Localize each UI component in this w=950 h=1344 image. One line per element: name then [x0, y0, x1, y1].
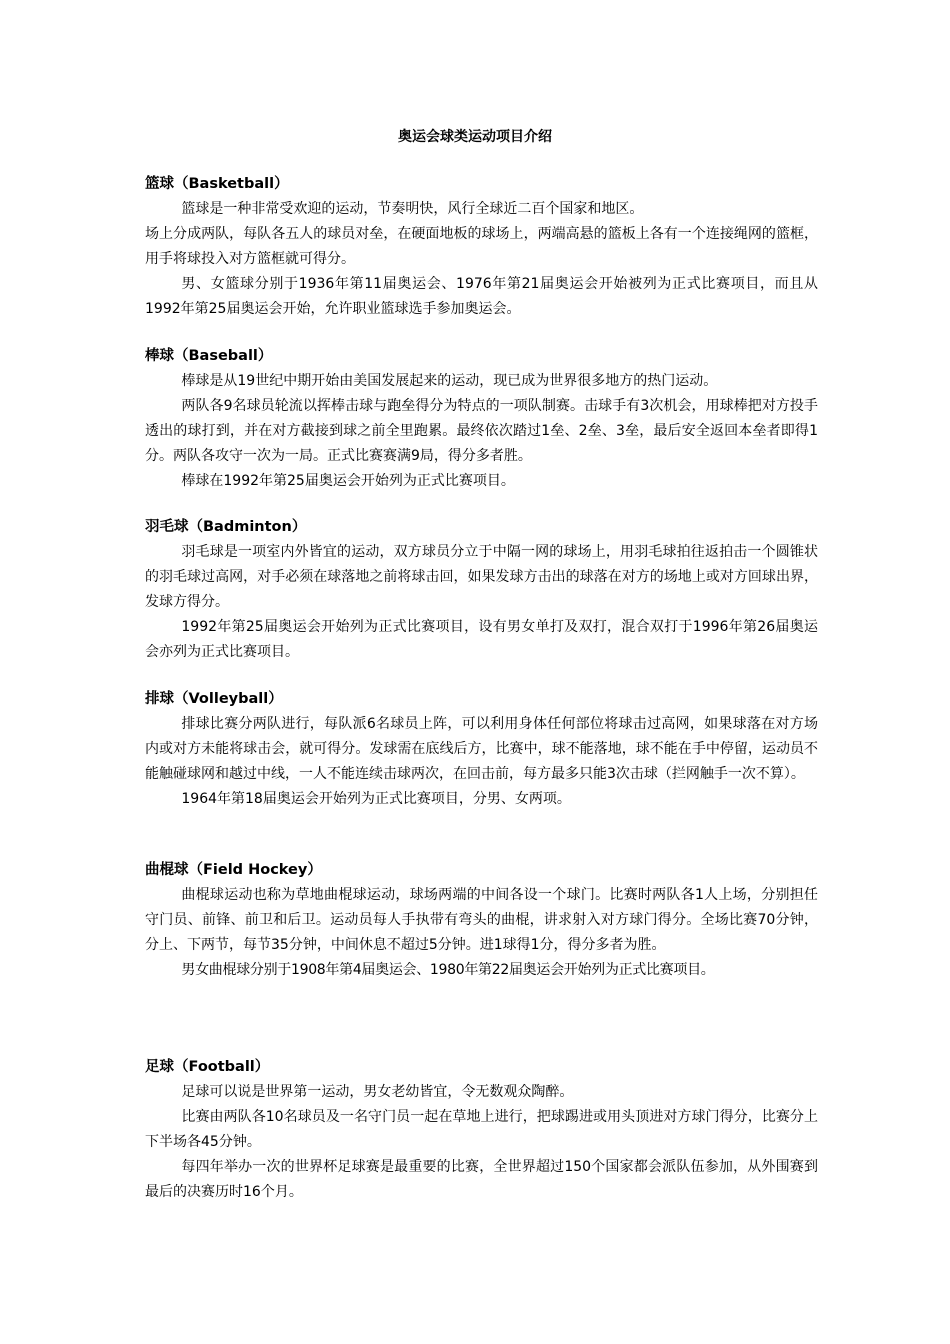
paragraph: 场上分成两队，每队各五人的球员对垒，在硬面地板的球场上，两端高悬的篮板上各有一个连接绳网的篮框，用手将球投入对方篮框就可得分。 [145, 226, 818, 267]
section-volleyball [145, 686, 818, 812]
paragraph: 男女曲棍球分别于1908年第4届奥运会、1980年第22届奥运会开始列为正式比赛项目。 [181, 962, 715, 978]
paragraph: 每四年举办一次的世界杯足球赛是最重要的比赛，全世界超过150个国家都会派队伍参加，从外围赛到最后的决赛历时16个月。 [145, 1159, 818, 1200]
paragraph: 棒球是从19世纪中期开始由美国发展起来的运动，现已成为世界很多地方的热门运动。 [181, 373, 718, 389]
section-heading: 羽毛球（Badminton） [145, 519, 307, 535]
section-heading: 排球（Volleyball） [145, 691, 283, 707]
paragraph: 曲棍球运动也称为草地曲棍球运动，球场两端的中间各设一个球门。比赛时两队各1人上场，分别担任守门员、前锋、前卫和后卫。运动员每人手执带有弯头的曲棍，讲求射入对方球门得分。全场比赛70分钟，分上、下两节，每节35分钟，中间休息不超过5分钟。进1球得1分，得分多者为胜。 [145, 887, 818, 953]
section-heading: 篮球（Basketball） [145, 176, 289, 192]
paragraph: 篮球是一种非常受欢迎的运动，节奏明快，风行全球近二百个国家和地区。 [181, 201, 644, 217]
paragraph: 比赛由两队各10名球员及一名守门员一起在草地上进行，把球踢进或用头顶进对方球门得分，比赛分上下半场各45分钟。 [145, 1109, 818, 1150]
section-baseball [145, 343, 818, 494]
section-heading: 曲棍球（Field Hockey） [145, 862, 322, 878]
paragraph: 棒球在1992年第25届奥运会开始列为正式比赛项目。 [181, 473, 515, 489]
section-field-hockey [145, 857, 818, 983]
section-basketball [145, 171, 818, 322]
paragraph: 1992年第25届奥运会开始列为正式比赛项目，设有男女单打及双打，混合双打于1996年第26届奥运会亦列为正式比赛项目。 [145, 619, 818, 660]
paragraph: 男、女篮球分别于1936年第11届奥运会、1976年第21届奥运会开始被列为正式比赛项目，而且从1992年第25届奥运会开始，允许职业篮球选手参加奥运会。 [145, 276, 818, 317]
paragraph: 羽毛球是一项室内外皆宜的运动，双方球员分立于中隔一网的球场上，用羽毛球拍往返拍击一个圆锥状的羽毛球过高网，对手必须在球落地之前将球击回，如果发球方击出的球落在对方的场地上或对方回球出界，发球方得分。 [145, 544, 818, 610]
section-heading: 足球（Football） [145, 1059, 270, 1075]
paragraph: 1964年第18届奥运会开始列为正式比赛项目，分男、女两项。 [181, 791, 571, 807]
paragraph: 排球比赛分两队进行，每队派6名球员上阵，可以利用身体任何部位将球击过高网，如果球落在对方场内或对方未能将球击会，就可得分。发球需在底线后方，比赛中，球不能落地，球不能在手中停留，运动员不能触碰球网和越过中线，一人不能连续击球两次，在回击前，每方最多只能3次击球（拦网触手一次不算）。 [145, 716, 818, 782]
paragraph: 足球可以说是世界第一运动，男女老幼皆宜，令无数观众陶醉。 [181, 1084, 574, 1100]
document-title: 奥运会球类运动项目介绍 [398, 129, 552, 145]
paragraph: 两队各9名球员轮流以挥棒击球与跑垒得分为特点的一项队制赛。击球手有3次机会，用球棒把对方投手透出的球打到，并在对方截接到球之前全里跑累。最终依次踏过1垒、2垒、3垒，最后安全返回本垒者即得1分。两队各攻守一次为一局。正式比赛赛满9局，得分多者胜。 [145, 398, 818, 464]
section-heading: 棒球（Baseball） [145, 348, 273, 364]
section-badminton [145, 514, 818, 665]
section-football [145, 1054, 818, 1205]
